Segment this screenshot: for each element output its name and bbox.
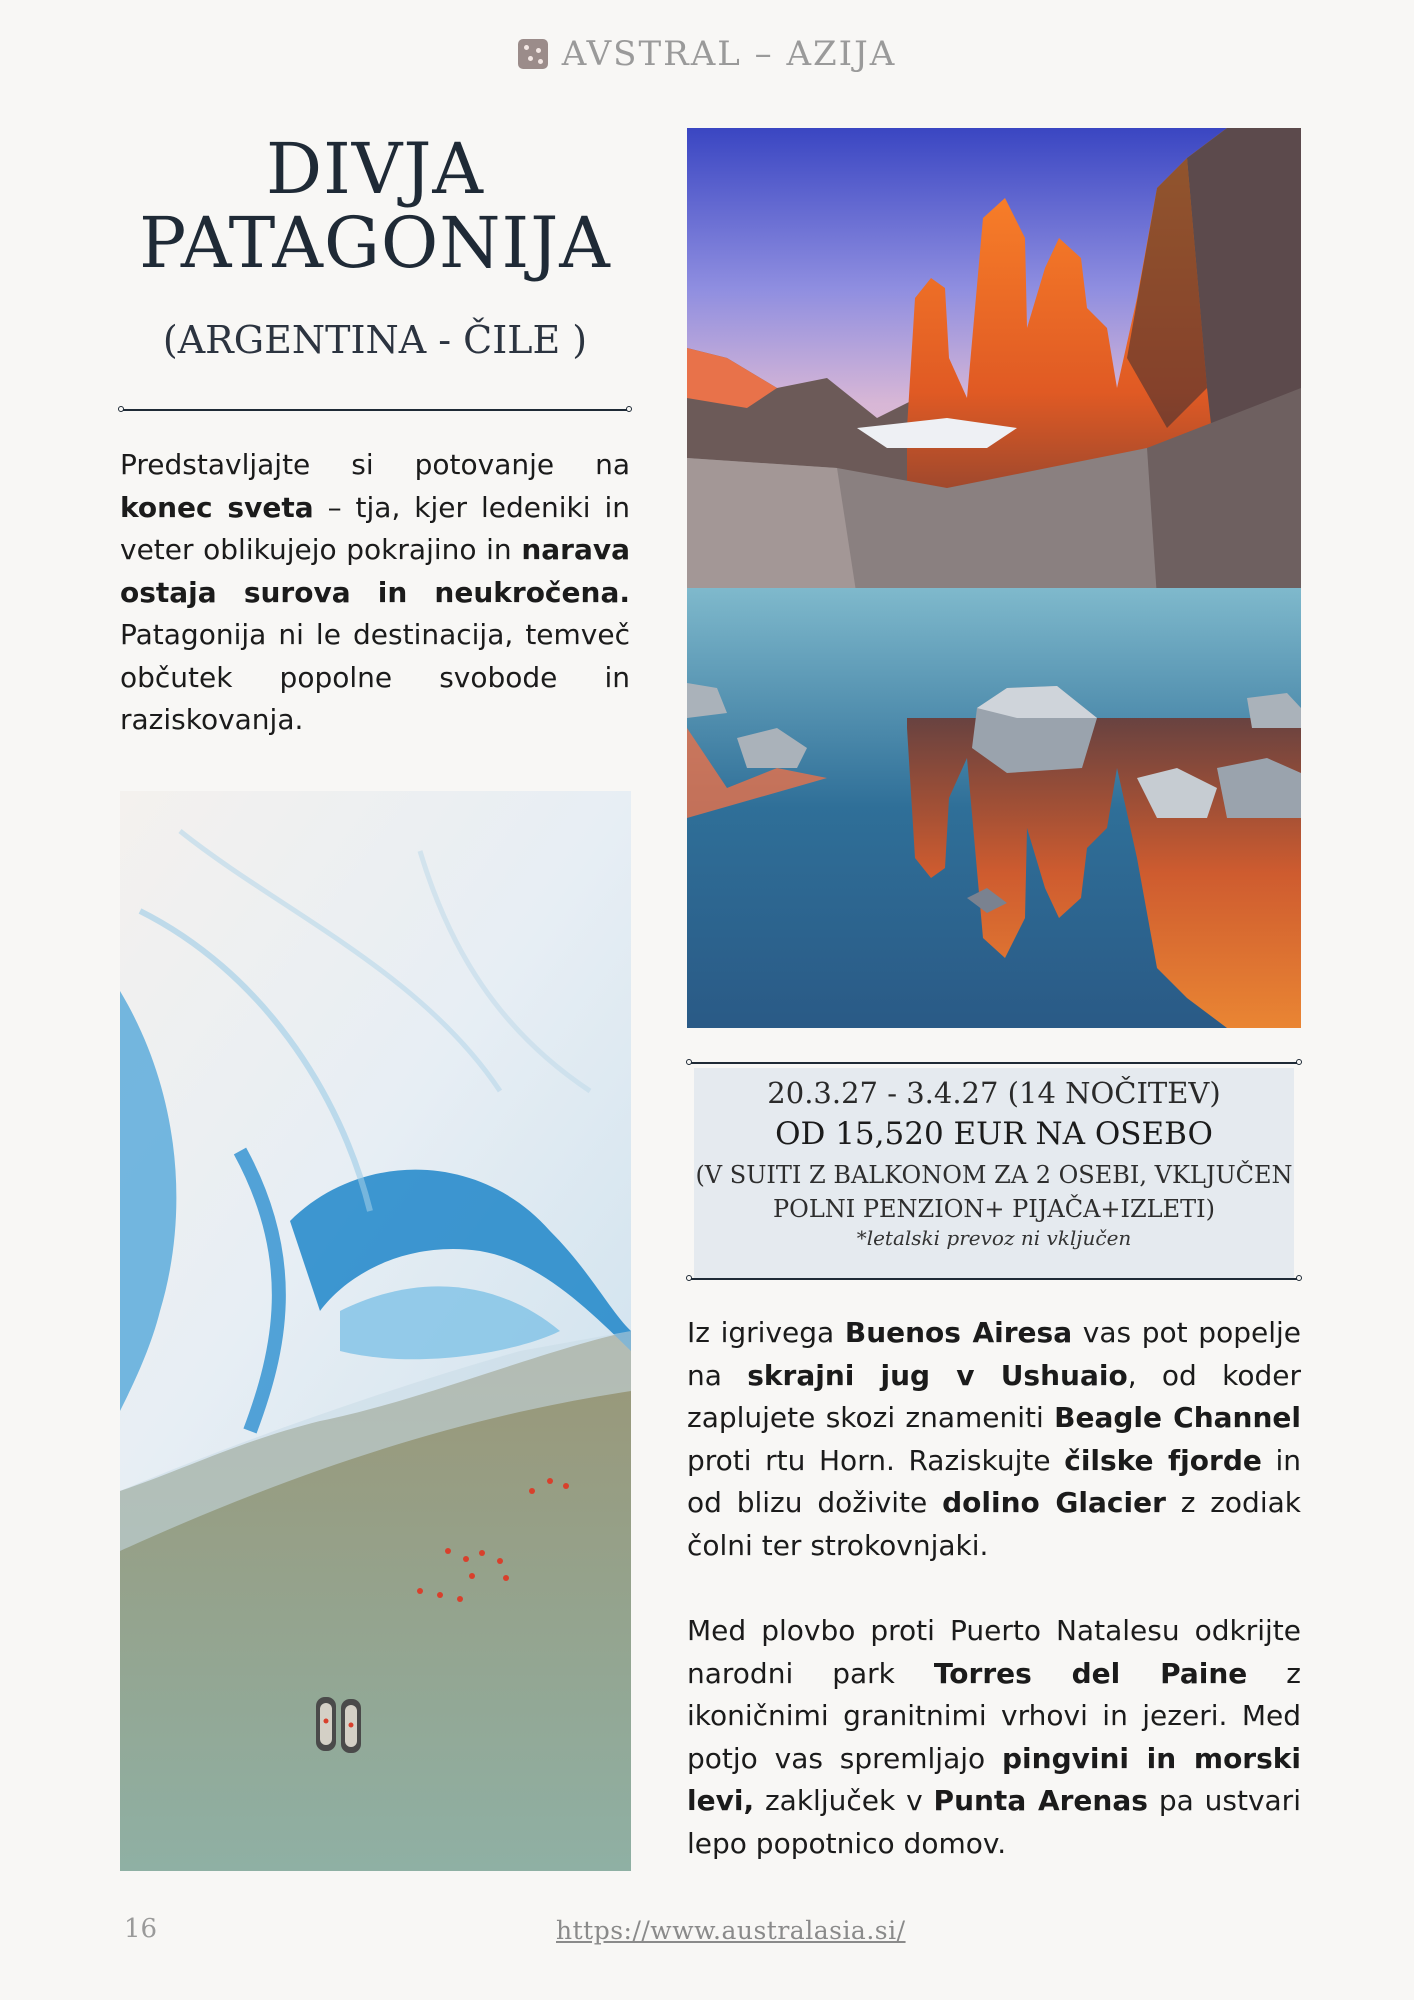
intro-paragraph: Predstavljajte si potovanje na konec sveta – tja, kjer ledeniki in veter oblikujejo pokrajino in narava ostaja surova in neukročena. Patagonija ni le destinacija, temveč občutek popolne svobode in raziskovanja. xyxy=(120,448,630,736)
trip-price: OD 15,520 EUR NA OSEBO xyxy=(775,1116,1213,1152)
page-number: 16 xyxy=(124,1914,158,1944)
price-detail-line-2: POLNI PENZION+ PIJAČA+IZLETI) xyxy=(773,1195,1215,1223)
price-bottom-divider xyxy=(690,1278,1298,1280)
title-line-2: PATAGONIJA xyxy=(139,202,611,284)
torres-del-paine-photo xyxy=(687,128,1301,1028)
glacier-aerial-photo xyxy=(120,791,631,1871)
bold-penguins-sea-lions: pingvini in morski levi, xyxy=(687,1741,1301,1817)
price-detail-line-1: (V SUITI Z BALKONOM ZA 2 OSEBI, VKLJUČEN xyxy=(695,1161,1293,1189)
price-details xyxy=(694,1158,1294,1226)
price-top-divider xyxy=(690,1062,1298,1064)
itinerary-paragraph-2: Med plovbo proti Puerto Natalesu odkrijte narodni park Torres del Paine z ikoničnimi granitnimi vrhovi in jezeri. Med potjo vas spremljajo pingvini in morski levi, zaključek v Punta Arenas pa ustvari lepo popotnico domov. xyxy=(687,1614,1301,1860)
intro-bold-1: konec sveta xyxy=(120,490,314,524)
title-divider xyxy=(122,409,628,411)
brand-name: AVSTRAL – AZIJA xyxy=(561,34,897,74)
bold-ushuaia: skrajni jug v Ushuaio xyxy=(747,1358,1128,1392)
bold-beagle-channel: Beagle Channel xyxy=(1054,1401,1301,1434)
itinerary-paragraph-1: Iz igrivega Buenos Airesa vas pot popelje na skrajni jug v Ushuaio, od koder zaplujete skozi znameniti Beagle Channel proti rtu Horn. Raziskujte čilske fjorde in od blizu doživite dolino Glacier z zodiak čolni ter strokovnjaki. xyxy=(687,1316,1301,1562)
constellation-logo-icon xyxy=(518,39,548,69)
price-box xyxy=(694,1068,1294,1278)
bold-torres-del-paine: Torres del Paine xyxy=(933,1656,1248,1690)
trip-dates: 20.3.27 - 3.4.27 (14 NOČITEV) xyxy=(767,1076,1221,1110)
bold-glacier-valley: dolino Glacier xyxy=(942,1486,1166,1519)
bold-buenos-aires: Buenos Airesa xyxy=(844,1316,1073,1349)
price-note: *letalski prevoz ni vključen xyxy=(856,1226,1132,1250)
page-title xyxy=(120,128,630,284)
title-line-1: DIVJA xyxy=(266,128,484,210)
website-link[interactable]: https://www.australasia.si/ xyxy=(556,1916,906,1945)
intro-bold-2: narava ostaja surova in neukročena. xyxy=(120,533,630,609)
page-subtitle: (ARGENTINA - ČILE ) xyxy=(162,318,588,362)
bold-chilean-fjords: čilske fjorde xyxy=(1064,1443,1262,1477)
brand-header xyxy=(0,32,1414,76)
bold-punta-arenas: Punta Arenas xyxy=(933,1784,1148,1817)
